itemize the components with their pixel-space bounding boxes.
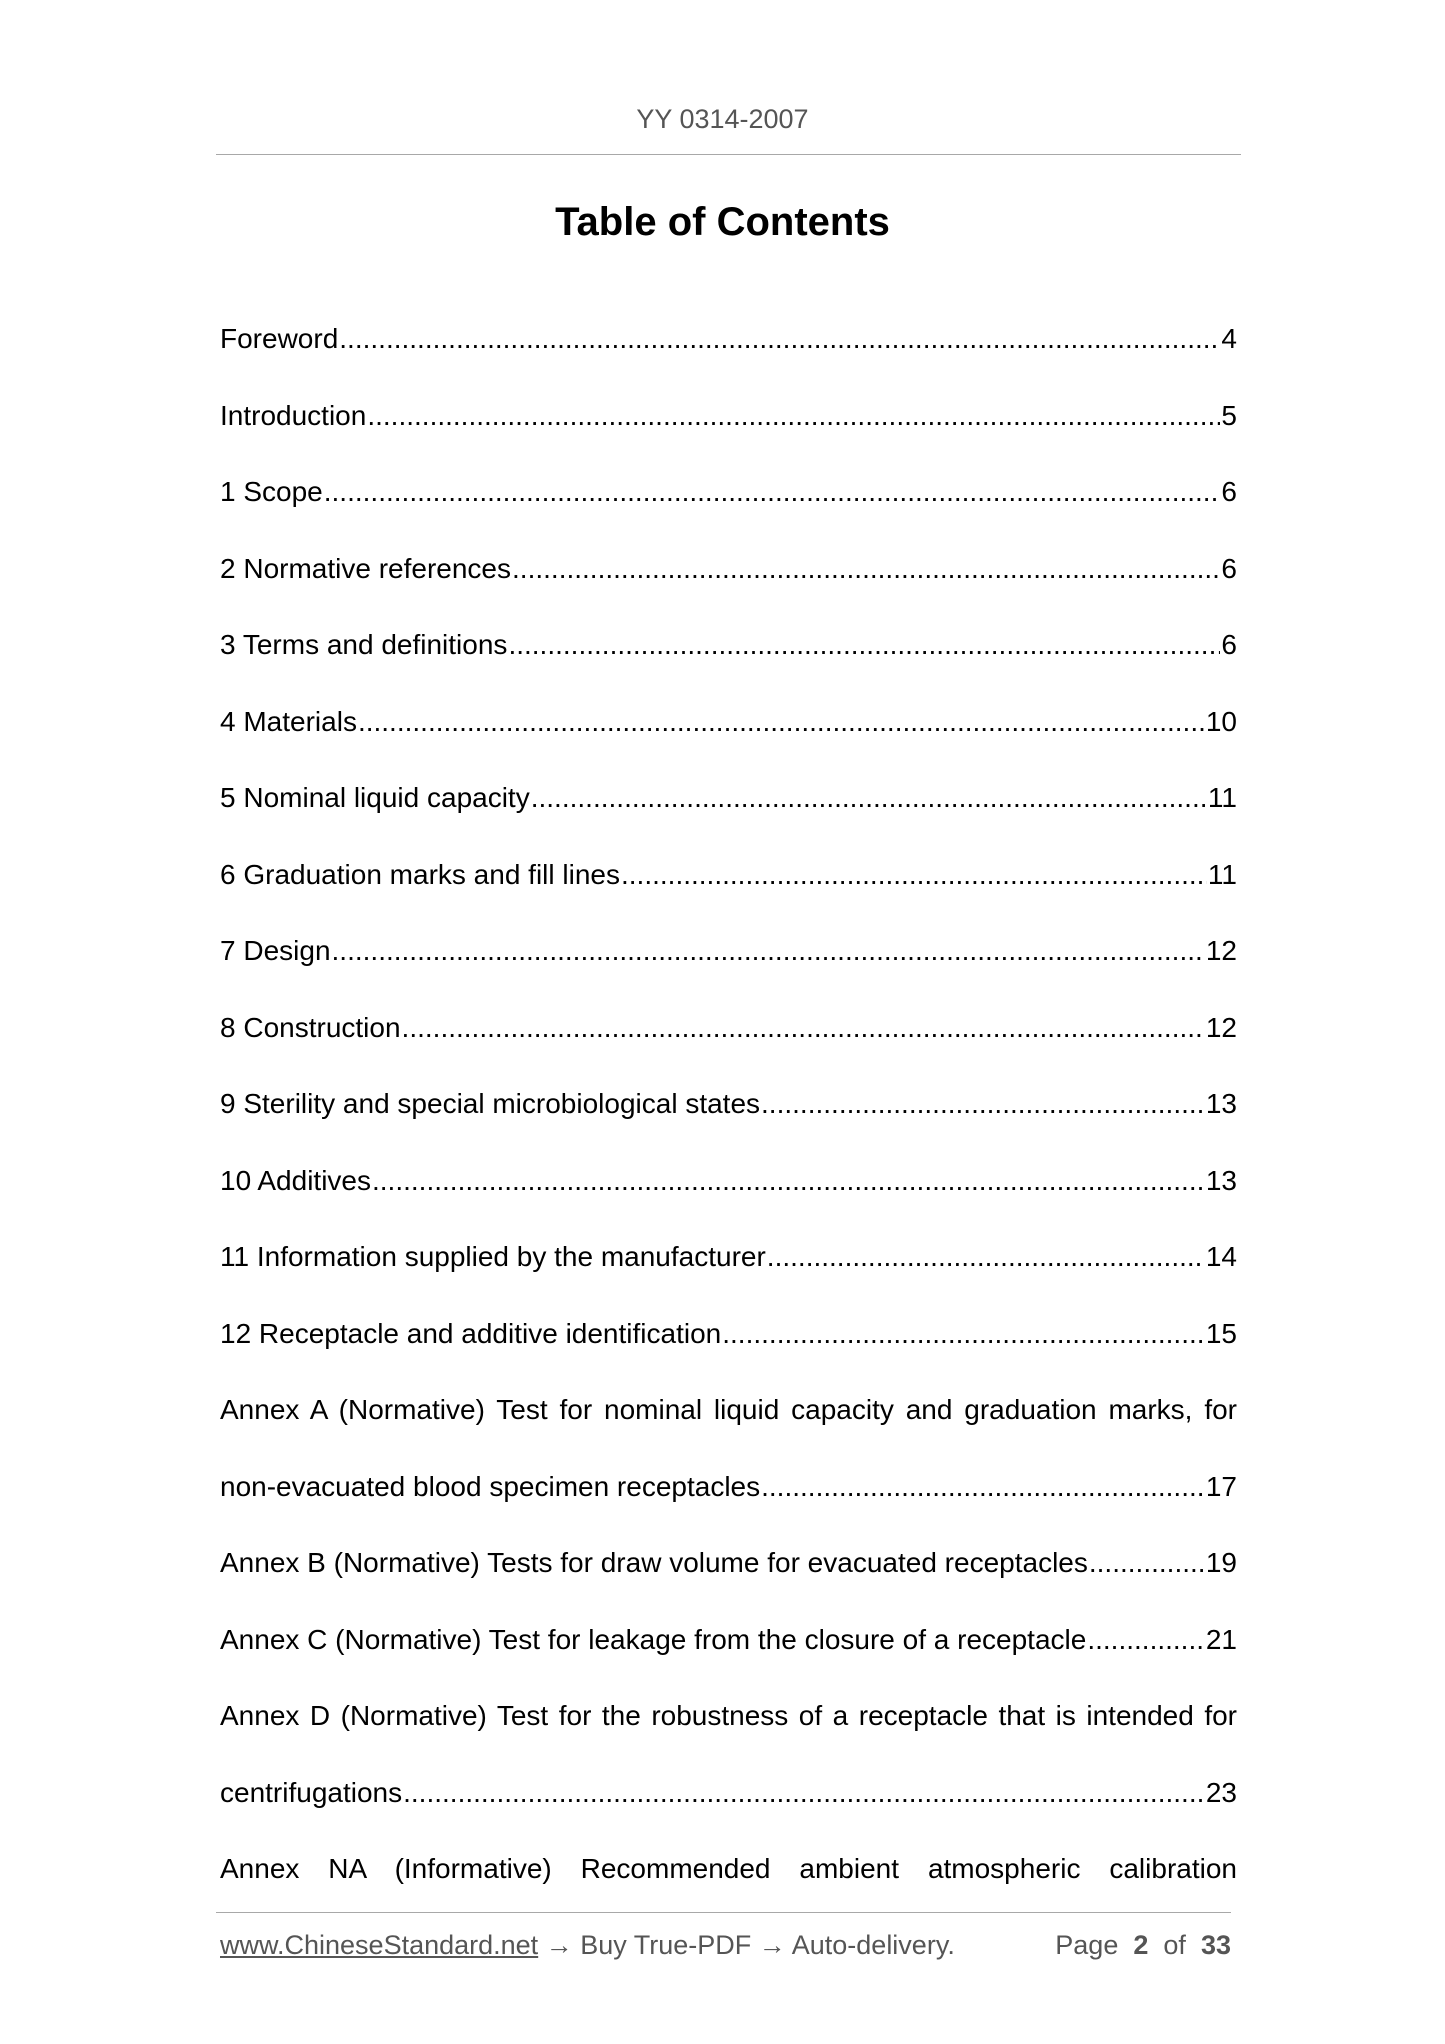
toc-entry-title: 10 Additives — [220, 1164, 371, 1196]
page-total: 33 — [1200, 1930, 1231, 1960]
toc-entry-title: 11 Information supplied by the manufacturer — [220, 1241, 766, 1272]
toc-entry-page: 19 — [1205, 1547, 1237, 1578]
toc-dot-leader — [531, 777, 1207, 819]
toc-entry-annex-a[interactable] — [220, 1466, 1237, 1543]
toc-entry-title: 2 Normative references — [220, 552, 512, 584]
toc-entry-title: 3 Terms and definitions — [220, 629, 508, 660]
toc-entry-page: 6 — [1221, 629, 1237, 660]
toc-entry-sterility[interactable] — [220, 1083, 1237, 1160]
toc-entry-title: 7 Design — [220, 935, 331, 966]
toc-dot-leader — [508, 624, 1220, 666]
toc-entry-receptacle-identification[interactable] — [220, 1313, 1237, 1390]
toc-dot-leader — [339, 318, 1220, 360]
toc-entry-title: 6 Graduation marks and fill lines — [220, 858, 620, 890]
toc-dot-leader — [324, 471, 1221, 513]
toc-entry-title: centrifugations — [220, 1776, 403, 1808]
toc-dot-leader — [722, 1313, 1205, 1355]
toc-dot-leader — [403, 1772, 1205, 1814]
toc-entry-annex-c[interactable] — [220, 1619, 1237, 1696]
toc-dot-leader — [358, 701, 1205, 743]
toc-dot-leader — [1087, 1619, 1205, 1661]
toc-dot-leader — [367, 395, 1220, 437]
document-code-header: YY 0314-2007 — [636, 104, 809, 134]
toc-entry-page: 12 — [1205, 935, 1237, 966]
toc-dot-leader — [621, 854, 1207, 896]
header-divider — [216, 154, 1241, 155]
toc-entry-page: 5 — [1221, 399, 1237, 431]
toc-entry-title: 1 Scope — [220, 476, 323, 507]
toc-entry-page: 15 — [1205, 1317, 1237, 1349]
toc-entry-page: 6 — [1221, 552, 1237, 584]
toc-entry-title: non-evacuated blood specimen receptacles — [220, 1470, 761, 1502]
toc-entry-annex-d-line1[interactable]: Annex D (Normative) Test for the robustness of a receptacle that is intended for — [220, 1700, 1237, 1731]
toc-entry-page: 13 — [1205, 1088, 1237, 1119]
footer-promo — [220, 1930, 955, 1961]
toc-entry-page: 14 — [1205, 1241, 1237, 1272]
toc-entry-page: 23 — [1205, 1776, 1237, 1808]
toc-entry-title: 9 Sterility and special microbiological states — [220, 1088, 761, 1119]
toc-entry-title: 8 Construction — [220, 1011, 401, 1043]
toc-entry-terms-and-definitions[interactable] — [220, 624, 1237, 701]
toc-entry-title: 5 Nominal liquid capacity — [220, 782, 530, 813]
toc-entry-page: 11 — [1207, 782, 1237, 813]
page-of: of — [1163, 1930, 1186, 1960]
toc-entry-title: Annex C (Normative) Test for leakage from the closure of a receptacle — [220, 1623, 1087, 1655]
toc-entry-annex-na-line1[interactable]: Annex NA (Informative) Recommended ambient atmospheric calibration — [220, 1853, 1237, 1884]
toc-heading: Table of Contents — [555, 200, 890, 244]
table-of-contents — [220, 318, 1237, 1925]
toc-entry-page: 11 — [1207, 858, 1237, 890]
toc-entry-information-supplied[interactable] — [220, 1236, 1237, 1313]
toc-entry-foreword[interactable] — [220, 318, 1237, 395]
toc-entry-materials[interactable] — [220, 701, 1237, 778]
toc-entry-page: 4 — [1221, 323, 1237, 354]
toc-dot-leader — [761, 1083, 1205, 1125]
footer-tagline: → Buy True-PDF → Auto-delivery. — [538, 1930, 955, 1960]
toc-entry-normative-references[interactable] — [220, 548, 1237, 625]
toc-entry-design[interactable] — [220, 930, 1237, 1007]
toc-entry-title: 4 Materials — [220, 705, 357, 737]
page-footer — [220, 1930, 1231, 1961]
toc-entry-annex-b[interactable] — [220, 1542, 1237, 1619]
toc-entry-page: 12 — [1205, 1011, 1237, 1043]
toc-entry-nominal-liquid-capacity[interactable] — [220, 777, 1237, 854]
toc-dot-leader — [332, 930, 1205, 972]
toc-entry-page: 21 — [1205, 1623, 1237, 1655]
toc-entry-page: 10 — [1205, 705, 1237, 737]
toc-dot-leader — [1089, 1542, 1205, 1584]
toc-dot-leader — [761, 1466, 1205, 1508]
page-current: 2 — [1133, 1930, 1149, 1960]
toc-dot-leader — [767, 1236, 1205, 1278]
toc-entry-annex-d[interactable] — [220, 1772, 1237, 1849]
footer-divider — [216, 1912, 1231, 1913]
toc-entry-introduction[interactable] — [220, 395, 1237, 472]
toc-entry-title: Introduction — [220, 399, 367, 431]
toc-dot-leader — [372, 1160, 1205, 1202]
toc-entry-page: 17 — [1205, 1470, 1237, 1502]
toc-entry-construction[interactable] — [220, 1007, 1237, 1084]
toc-entry-additives[interactable] — [220, 1160, 1237, 1237]
toc-entry-scope[interactable] — [220, 471, 1237, 548]
toc-entry-annex-a-line1[interactable]: Annex A (Normative) Test for nominal liquid capacity and graduation marks, for — [220, 1394, 1237, 1425]
toc-entry-title: Foreword — [220, 323, 339, 354]
toc-dot-leader — [512, 548, 1220, 590]
page-indicator — [1055, 1930, 1231, 1961]
toc-entry-title: 12 Receptacle and additive identification — [220, 1317, 722, 1349]
website-link[interactable]: www.ChineseStandard.net — [220, 1930, 539, 1960]
toc-entry-graduation-marks[interactable] — [220, 854, 1237, 931]
toc-dot-leader — [402, 1007, 1205, 1049]
toc-entry-page: 6 — [1221, 476, 1237, 507]
toc-entry-title: Annex B (Normative) Tests for draw volume for evacuated receptacles — [220, 1547, 1088, 1578]
toc-entry-page: 13 — [1205, 1164, 1237, 1196]
page-label: Page — [1055, 1930, 1119, 1960]
